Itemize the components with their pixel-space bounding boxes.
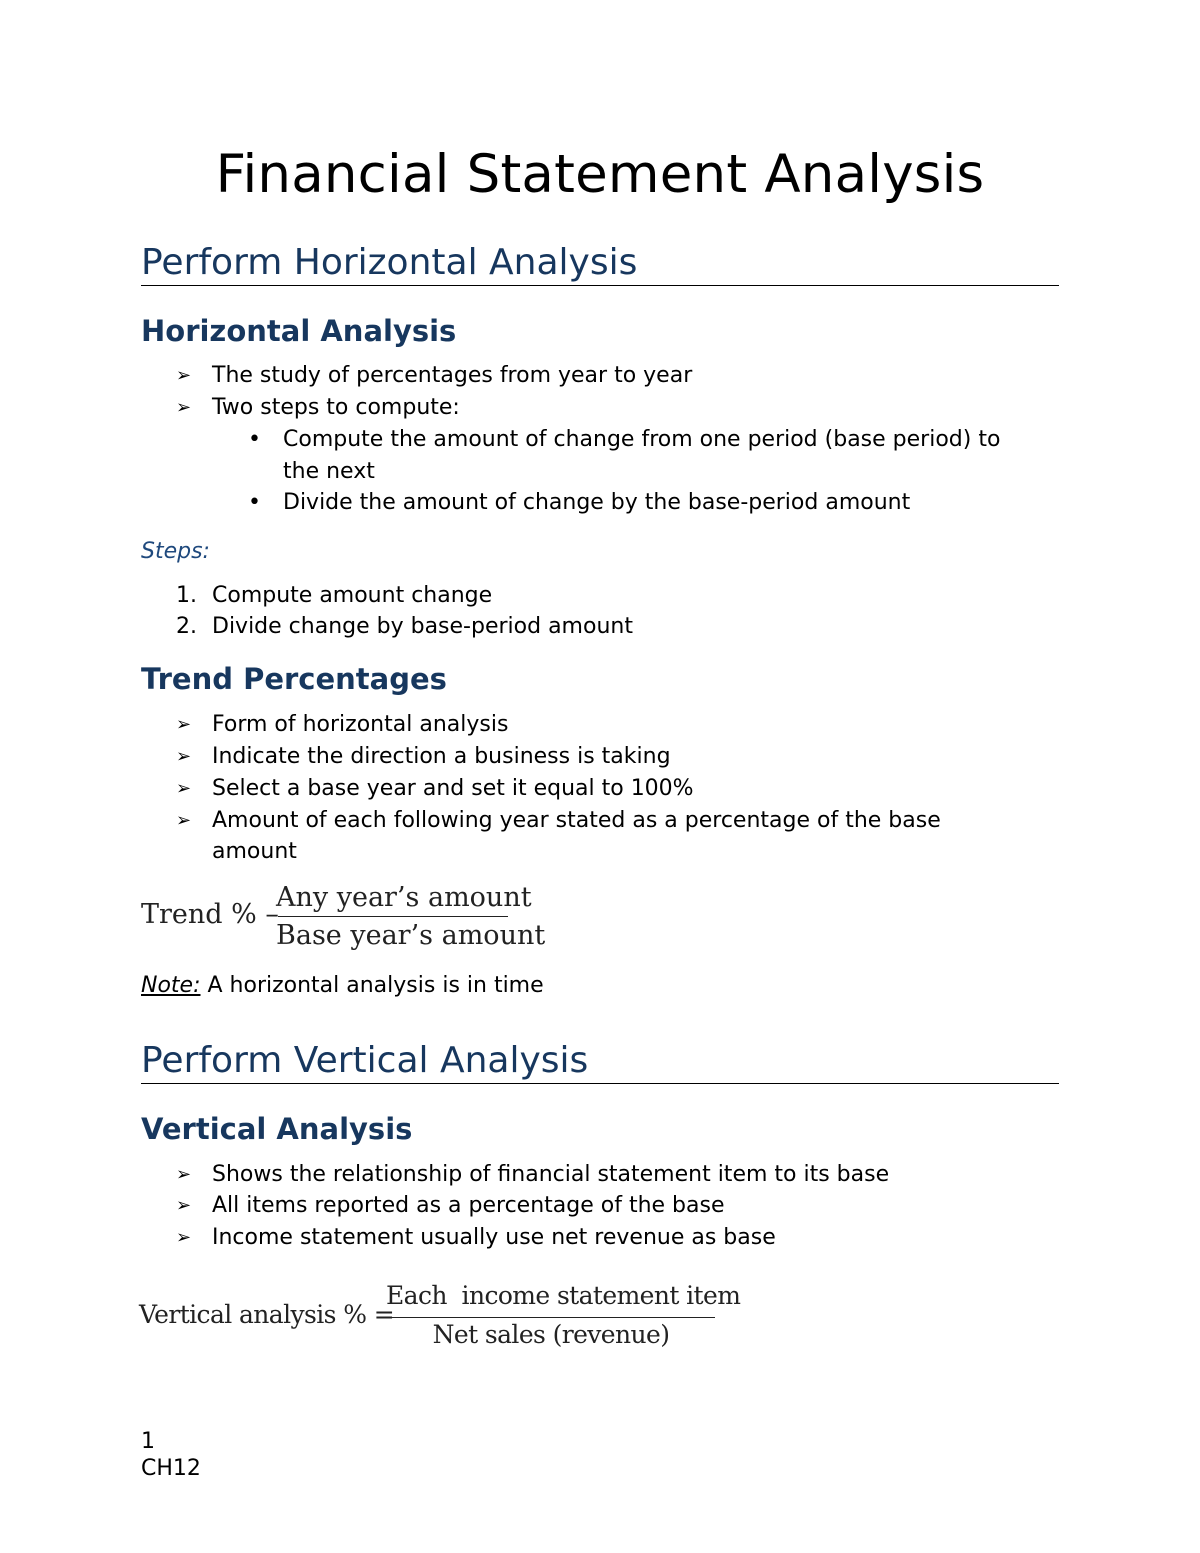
step-item: Divide change by base-period amount [212,614,633,639]
section-heading-vertical: Perform Vertical Analysis [141,1039,1059,1084]
arrow-bullet-icon: ➢ [176,365,192,386]
section-heading-horizontal: Perform Horizontal Analysis [141,241,1059,286]
list-item: Amount of each following year stated as a percentage of the base [212,808,941,833]
trend-formula-denominator: Base year’s amount [276,920,546,951]
page-number: 1 [141,1429,155,1454]
arrow-bullet-icon: ➢ [176,714,192,735]
arrow-bullet-icon: ➢ [176,810,192,831]
steps-heading: Steps: [141,539,210,564]
document-title: Financial Statement Analysis [215,144,985,205]
list-item: Two steps to compute: [212,395,460,420]
list-item: Indicate the direction a business is taking [212,744,671,769]
list-item: All items reported as a percentage of the base [212,1193,725,1218]
arrow-bullet-icon: ➢ [176,397,192,418]
list-item: The study of percentages from year to year [212,363,693,388]
sub-list-item: Compute the amount of change from one period (base period) to [283,427,1001,452]
step-number: 1. [176,583,197,608]
subheading-horizontal-analysis: Horizontal Analysis [141,314,457,348]
trend-formula-lhs: Trend % – [141,899,279,930]
step-item: Compute amount change [212,583,493,608]
sub-list-item-continued: the next [283,459,375,484]
chapter-label: CH12 [141,1456,201,1481]
trend-formula-numerator: Any year’s amount [276,882,532,913]
dot-bullet-icon: • [248,490,261,515]
arrow-bullet-icon: ➢ [176,746,192,767]
arrow-bullet-icon: ➢ [176,778,192,799]
note-label: Note: [141,973,201,998]
trend-formula-fraction-bar [278,916,508,917]
subheading-trend-percentages: Trend Percentages [141,662,447,696]
arrow-bullet-icon: ➢ [176,1195,192,1216]
vertical-formula-numerator: Each income statement item [386,1281,741,1310]
list-item: Shows the relationship of financial statement item to its base [212,1162,890,1187]
note-text: A horizontal analysis is in time [200,973,544,998]
vertical-formula-denominator: Net sales (revenue) [432,1320,670,1349]
list-item: Income statement usually use net revenue as base [212,1225,776,1250]
step-number: 2. [176,614,197,639]
list-item: Form of horizontal analysis [212,712,509,737]
subheading-vertical-analysis: Vertical Analysis [141,1112,413,1146]
list-item: Select a base year and set it equal to 100% [212,776,694,801]
dot-bullet-icon: • [248,427,261,452]
list-item-continued: amount [212,839,297,864]
sub-list-item: Divide the amount of change by the base-period amount [283,490,911,515]
arrow-bullet-icon: ➢ [176,1164,192,1185]
arrow-bullet-icon: ➢ [176,1227,192,1248]
vertical-formula-lhs: Vertical analysis % = [139,1300,395,1329]
note [141,970,544,1002]
